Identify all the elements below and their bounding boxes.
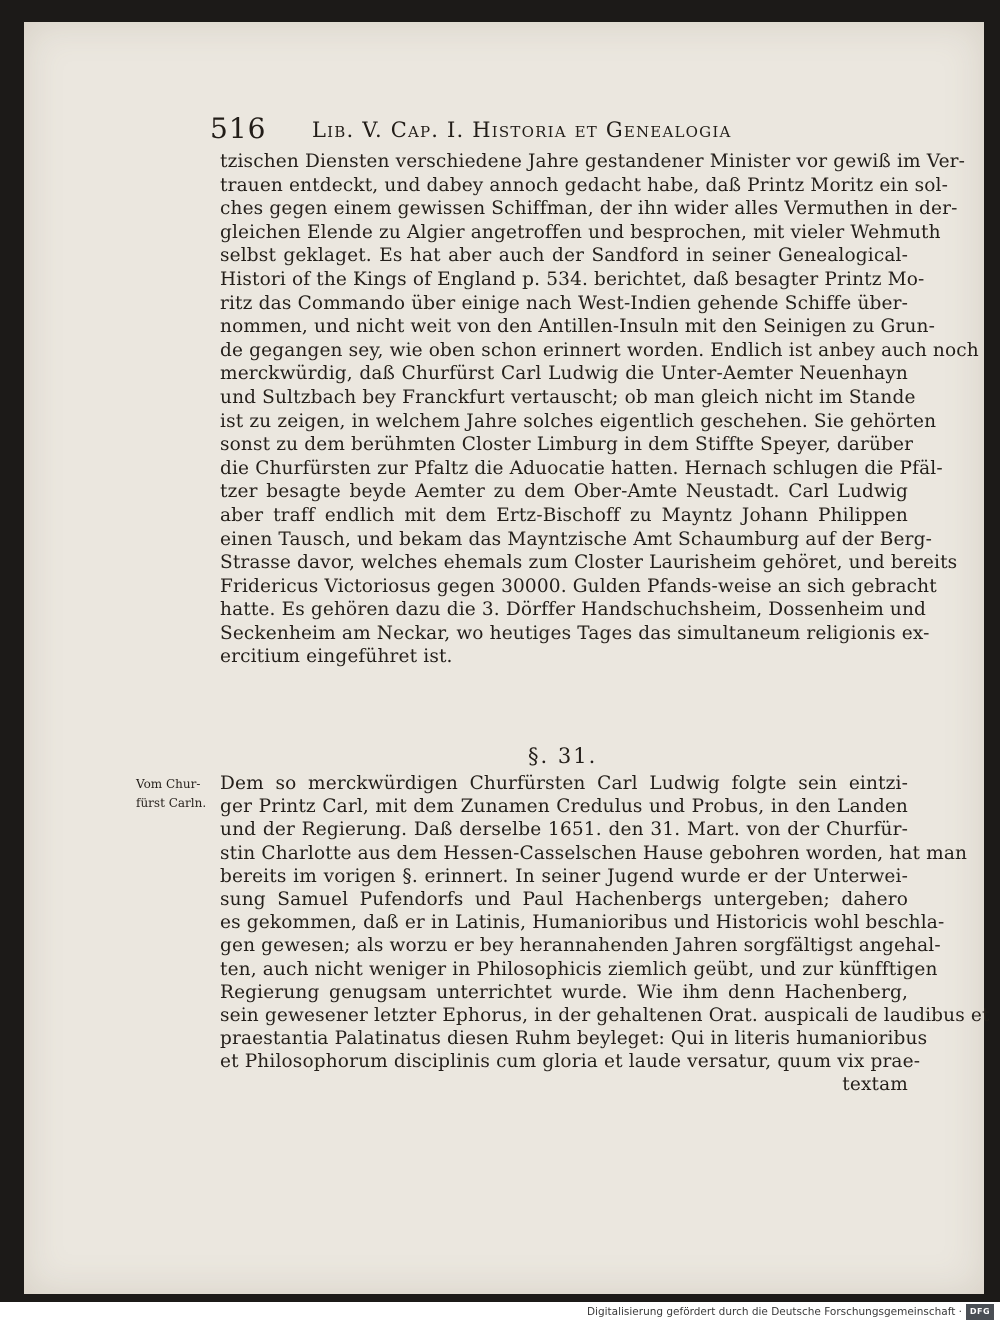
text-line: ist zu zeigen, in welchem Jahre solches eigentlich geschehen. Sie gehörten [220,410,937,432]
text-line: hatte. Es gehören dazu die 3. Dörffer Handschuchsheim, Dossenheim und [220,599,927,621]
text-line: Fridericus Victoriosus gegen 30000. Gulden Pfands-weise an sich gebracht [220,575,937,597]
text-line: einen Tausch, und bekam das Mayntzische Amt Schaumburg auf der Berg- [220,528,933,550]
section-heading: §. 31. [528,744,598,768]
text-line: selbst geklaget. Es hat aber auch der Sandford in seiner Genealogical- [220,245,908,267]
text-line: de gegangen sey, wie oben schon erinnert worden. Endlich ist anbey auch noch [220,339,979,361]
dfg-logo: DFG [966,1304,994,1320]
running-head: Lib. V. Cap. I. Historia et Genealogia [312,118,732,142]
text-line: und der Regierung. Daß derselbe 1651. den 31. Mart. von der Churfür- [220,819,908,841]
text-line: ger Printz Carl, mit dem Zunamen Credulus und Probus, in den Landen [220,796,908,818]
text-line: et Philosophorum disciplinis cum gloria et laude versatur, quum vix prae- [220,1051,921,1073]
text-line: sein gewesener letzter Ephorus, in der gehaltenen Orat. auspicali de laudibus et [220,1004,990,1026]
body-paragraph-1 [220,150,979,669]
page-header [210,112,800,146]
margin-note-line: fürst Carln. [136,796,207,810]
text-line: aber traff endlich mit dem Ertz-Bischoff zu Mayntz Johann Philippen [220,504,908,526]
text-line: Regierung genugsam unterrichtet wurde. Wie ihm denn Hachenberg, [220,981,908,1003]
footer-credit: Digitalisierung gefördert durch die Deutsche Forschungsgemeinschaft · [586,1306,962,1318]
text-line: sung Samuel Pufendorfs und Paul Hachenbergs untergeben; dahero [220,888,908,910]
text-line: die Churfürsten zur Pfaltz die Aduocatie hatten. Hernach schlugen die Pfäl- [220,457,943,479]
text-line: tzer besagte beyde Aemter zu dem Ober-Amte Neustadt. Carl Ludwig [220,481,908,503]
text-line: Histori of the Kings of England p. 534. berichtet, daß besagter Printz Mo- [220,268,925,290]
margin-note [136,775,222,813]
text-line: ercitium eingeführet ist. [220,646,453,668]
margin-note-line: Vom Chur- [136,777,201,791]
text-line: tzischen Diensten verschiedene Jahre gestandener Minister vor gewiß im Ver- [220,151,966,172]
text-line: gleichen Elende zu Algier angetroffen und besprochen, mit vieler Wehmuth [220,221,941,243]
text-line: ches gegen einem gewissen Schiffman, der ihn wider alles Vermuthen in der- [220,198,958,220]
text-line: Seckenheim am Neckar, wo heutiges Tages das simultaneum religionis ex- [220,622,930,644]
text-line: Strasse davor, welches ehemals zum Closter Laurisheim gehöret, und bereits [220,552,958,574]
catchword: textam [842,1074,908,1096]
text-line: nommen, und nicht weit von den Antillen-Insuln mit den Seinigen zu Grun- [220,316,936,338]
text-line: Dem so merckwürdigen Churfürsten Carl Ludwig folgte sein eintzi- [220,773,908,794]
text-line: stin Charlotte aus dem Hessen-Casselschen Hause gebohren worden, hat man [220,842,968,864]
text-line: sonst zu dem berühmten Closter Limburg in dem Stiffte Speyer, darüber [220,434,914,456]
text-line: ten, auch nicht weniger in Philosophicis ziemlich geübt, und zur künfftigen [220,958,938,980]
text-line: es gekommen, daß er in Latinis, Humanioribus und Historicis wohl beschla- [220,912,945,934]
footer-bar [0,1302,1000,1323]
text-line: praestantia Palatinatus diesen Ruhm beyleget: Qui in literis humanioribus [220,1028,928,1050]
text-line: trauen entdeckt, und dabey annoch gedacht habe, daß Printz Moritz ein sol- [220,174,949,196]
page-number: 516 [210,112,267,145]
text-line: ritz das Commando über einige nach West-Indien gehende Schiffe über- [220,292,908,314]
body-paragraph-2 [220,772,990,1097]
text-line: bereits im vorigen §. erinnert. In seiner Jugend wurde er der Unterwei- [220,865,908,887]
text-line: gen gewesen; als worzu er bey herannahenden Jahren sorgfältigst angehal- [220,935,941,957]
text-line: und Sultzbach bey Franckfurt vertauscht; ob man gleich nicht im Stande [220,386,916,408]
text-line: merckwürdig, daß Churfürst Carl Ludwig die Unter-Aemter Neuenhayn [220,363,908,385]
